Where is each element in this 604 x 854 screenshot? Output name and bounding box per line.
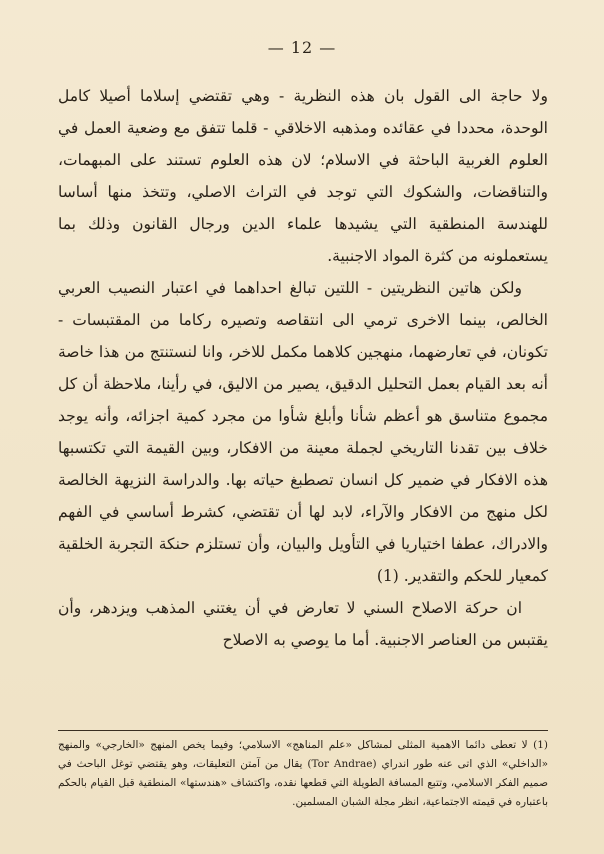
paragraph-3: ان حركة الاصلاح السني لا تعارض في أن يغتني المذهب ويزدهر، وأن يقتبس من العناصر الاجنبية. أما ما يوصي به الاصلاح xyxy=(58,599,548,649)
page-number: — 12 — xyxy=(267,38,337,57)
footnote: (1) لا تعطى دائما الاهمية المثلى لمشاكل «علم المناهج» الاسلامي؛ وفيما يخص المنهج «الخارجي» والمنهج «الداخلي» الذي اتى عنه طور اندراي (Tor Andrae) يقال من آمتن التعليقات، وهو يقتضي توغل الباحث في صميم الفكر الاسلامي، وتتبع المسافة الطويلة التي قطعها نقده، واكتشاف «هندستها» المنطقية قبل القيام بالحكم باعتباره في قيمته الاجتماعية، انظر مجلة الشبان المسلمين. xyxy=(58,739,548,808)
footnote-divider xyxy=(58,730,548,731)
body-text xyxy=(58,80,548,656)
paragraph-2: ولكن هاتين النظريتين - اللتين تبالغ احداهما في اعتبار النصيب العربي الخالص، بينما الاخرى ترمي الى انتقاصه وتصيره ركاما من المقتبسات - تكونان، في تعارضهما، منهجين كلاهما مكمل للاخر، وانا لنستنتج من هذا خاصة أنه بعد القيام بعمل التحليل الدقيق، يصير من الاليق، في رأينا، ملاحظة أن كل مجموع متناسق هو أعظم شأنا وأبلغ شأوا من مجرد كمية اجزائه، وأنه يوجد خلاف بين تقدنا التاريخي لجملة معينة من الافكار، وبين القيمة التي تكتسبها هذه الافكار في ضمير كل انسان تصطبغ حياته بها. والدراسة النزيهة الخالصة لكل منهج من الافكار والآراء، لابد لها أن تقتضي، كشرط أساسي في الفهم والادراك، عطفا اختياريا في التأويل والبيان، وأن تستلزم حنكة التجربة الخلقية كمعيار للحكم والتقدير. (1) xyxy=(58,279,548,585)
paragraph-1: ولا حاجة الى القول بان هذه النظرية - وهي تقتضي إسلاما أصيلا كامل الوحدة، محددا في عقائده ومذهبه الاخلاقي - قلما تتفق مع وضعية العمل في العلوم الغربية الباحثة في الاسلام؛ لان هذه العلوم تستند على المبهمات، والتناقضات، والشكوك التي توجد في التراث الاصلي، وتتخذ منها أساسا للهندسة المنطقية التي يشيدها علماء الدين ورجال القانون وذلك بما يستعملونه من كثرة المواد الاجنبية. xyxy=(58,87,548,265)
